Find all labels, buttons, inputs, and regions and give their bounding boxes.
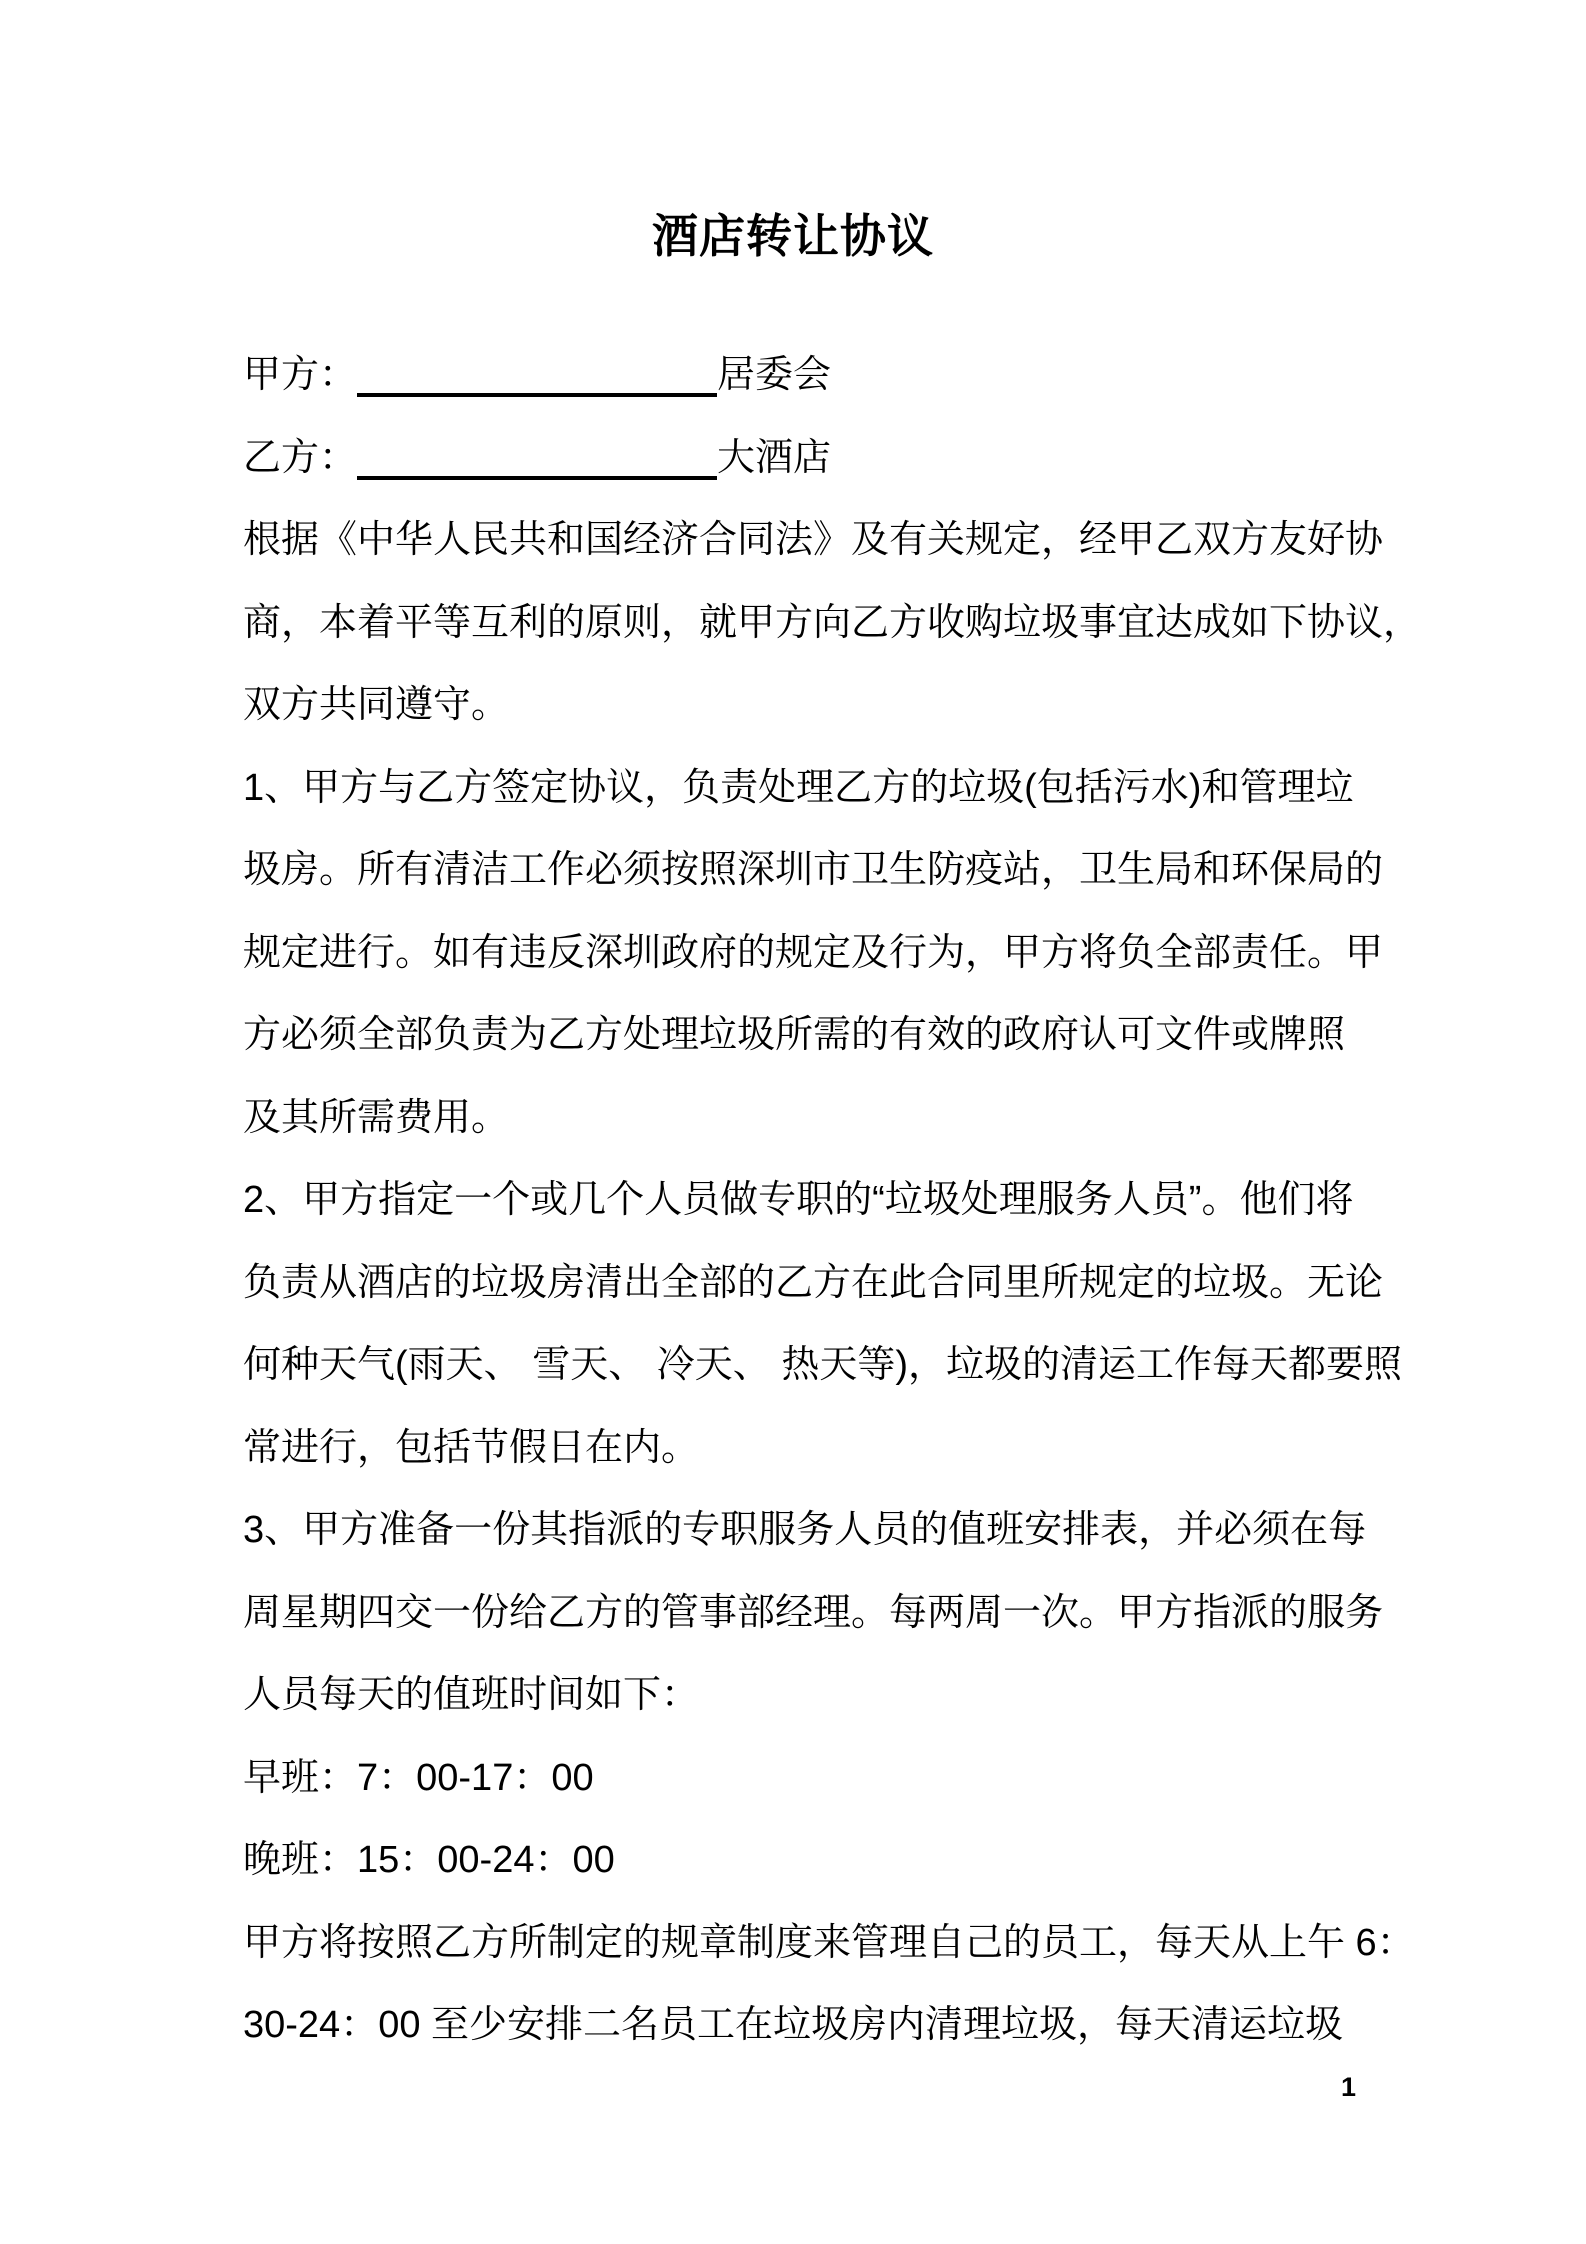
body-line: 方必须全部负责为乙方处理垃圾所需的有效的政府认可文件或牌照 xyxy=(243,1014,1346,1056)
party-b-label: 乙方： xyxy=(243,436,358,479)
body-line: 甲方将按照乙方所制定的规章制度来管理自己的员工，每天从上午 6： xyxy=(243,1921,1415,1964)
body-line: 圾房。所有清洁工作必须按照深圳市卫生防疫站，卫生局和环保局的 xyxy=(243,849,1384,891)
body-line: 3、甲方准备一份其指派的专职服务人员的值班安排表，并必须在每 xyxy=(243,1509,1367,1551)
body-line: 规定进行。如有违反深圳政府的规定及行为，甲方将负全部责任。甲 xyxy=(243,931,1384,974)
body-line: 根据《中华人民共和国经济合同法》及有关规定，经甲乙双方友好协 xyxy=(243,519,1384,561)
body-line: 负责从酒店的垃圾房清出全部的乙方在此合同里所规定的垃圾。无论 xyxy=(243,1261,1384,1304)
party-b-suffix: 大酒店 xyxy=(717,436,832,479)
body-line: 1、甲方与乙方签定协议，负责处理乙方的垃圾(包括污水)和管理垃 xyxy=(243,766,1354,809)
body-line: 何种天气(雨天、 雪天、 冷天、 热天等)，垃圾的清运工作每天都要照 xyxy=(243,1344,1402,1386)
body-line: 商，本着平等互利的原则，就甲方向乙方收购垃圾事宜达成如下协议， xyxy=(243,601,1422,644)
body-line: 晚班：15：00-24：00 xyxy=(243,1839,615,1881)
document-content xyxy=(243,334,1463,2067)
page-footer xyxy=(0,2072,1356,2103)
document-title: 酒店转让协议 xyxy=(652,210,934,262)
body-line: 及其所需费用。 xyxy=(243,1096,510,1139)
party-a-line xyxy=(243,334,1463,417)
body-line: 常进行，包括节假日在内。 xyxy=(243,1426,700,1469)
party-b-line xyxy=(243,417,1463,500)
body-line: 早班：7：00-17：00 xyxy=(243,1756,594,1799)
body-line: 30-24：00 至少安排二名员工在垃圾房内清理垃圾，每天清运垃圾 xyxy=(243,2004,1344,2046)
body-line: 周星期四交一份给乙方的管事部经理。每两周一次。甲方指派的服务 xyxy=(243,1591,1384,1634)
party-a-blank-underline xyxy=(357,347,717,397)
body-lines xyxy=(243,499,1463,2067)
body-line: 双方共同遵守。 xyxy=(243,684,510,726)
page-number: 1 xyxy=(1340,2072,1356,2102)
body-line: 2、甲方指定一个或几个人员做专职的“垃圾处理服务人员”。他们将 xyxy=(243,1179,1354,1221)
party-a-label: 甲方： xyxy=(243,354,358,396)
party-b-blank-underline xyxy=(357,430,717,480)
party-a-suffix: 居委会 xyxy=(717,354,832,396)
body-line: 人员每天的值班时间如下： xyxy=(243,1674,700,1716)
